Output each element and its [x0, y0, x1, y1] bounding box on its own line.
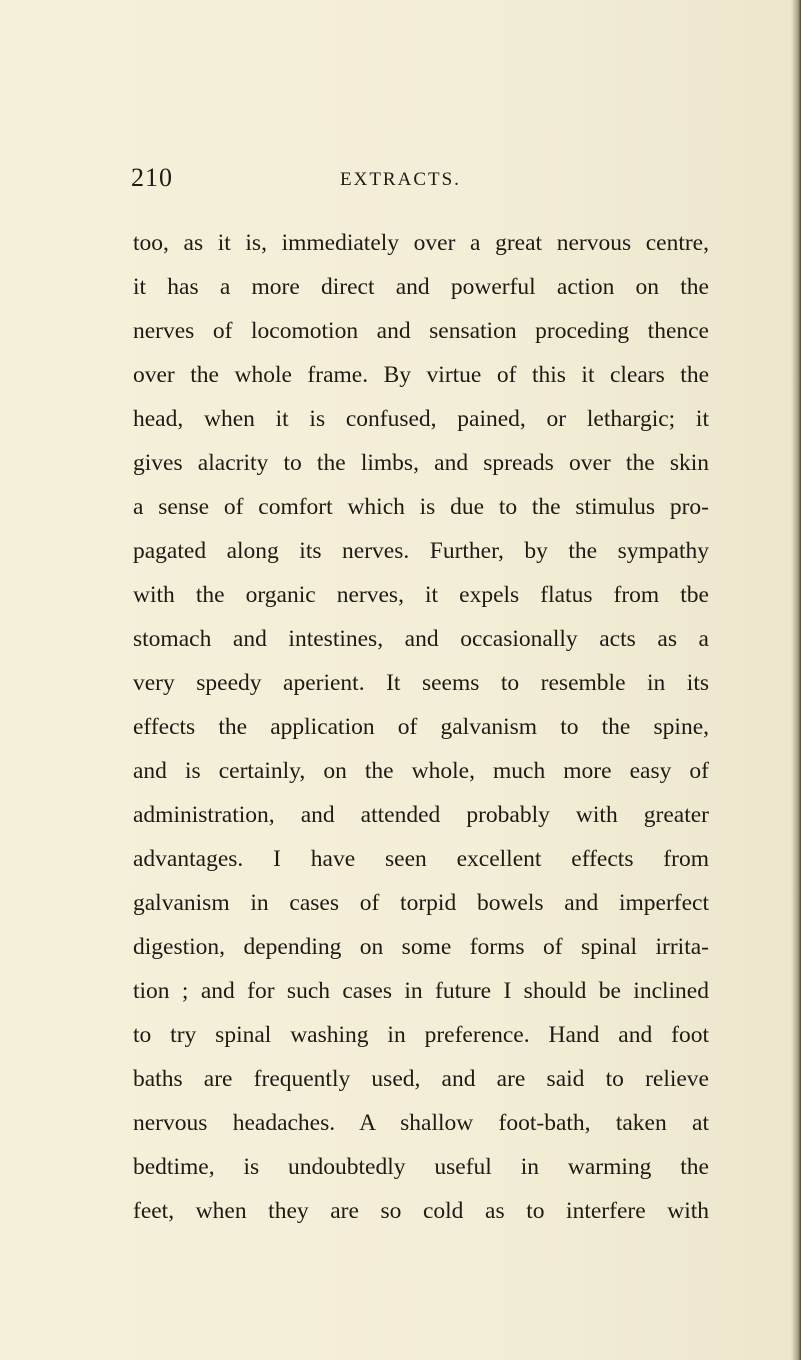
- text-line: a sense of comfort which is due to the stimulus pro-: [133, 494, 709, 520]
- text-line: pagated along its nerves. Further, by the sympathy: [133, 538, 709, 564]
- text-line: it has a more direct and powerful action on the: [133, 274, 709, 300]
- text-line: gives alacrity to the limbs, and spreads over the skin: [133, 450, 709, 476]
- text-line: to try spinal washing in preference. Hand and foot: [133, 1022, 709, 1048]
- text-line: tion ; and for such cases in future I should be inclined: [133, 978, 709, 1004]
- text-line: too, as it is, immediately over a great nervous centre,: [133, 230, 709, 256]
- body-text: [133, 221, 709, 1233]
- page-header: [131, 158, 711, 198]
- text-line: head, when it is confused, pained, or lethargic; it: [133, 406, 709, 432]
- text-line: advantages. I have seen excellent effects from: [133, 846, 709, 872]
- text-line: feet, when they are so cold as to interfere with: [133, 1198, 709, 1224]
- text-line: very speedy aperient. It seems to resemble in its: [133, 670, 709, 696]
- text-line: bedtime, is undoubtedly useful in warming the: [133, 1154, 709, 1180]
- text-line: and is certainly, on the whole, much more easy of: [133, 758, 709, 784]
- text-line: baths are frequently used, and are said to relieve: [133, 1066, 709, 1092]
- text-line: nervous headaches. A shallow foot-bath, taken at: [133, 1110, 709, 1136]
- text-line: over the whole frame. By virtue of this it clears the: [133, 362, 709, 388]
- text-line: with the organic nerves, it expels flatus from tbe: [133, 582, 709, 608]
- running-head: EXTRACTS.: [340, 169, 461, 190]
- page-edge-shadow: [791, 0, 801, 1360]
- text-line: digestion, depending on some forms of spinal irrita-: [133, 934, 709, 960]
- text-line: galvanism in cases of torpid bowels and imperfect: [133, 890, 709, 916]
- text-line: nerves of locomotion and sensation proceding thence: [133, 318, 709, 344]
- text-line: effects the application of galvanism to the spine,: [133, 714, 709, 740]
- text-line: administration, and attended probably with greater: [133, 802, 709, 828]
- page-number: 210: [131, 163, 173, 192]
- text-line: stomach and intestines, and occasionally acts as a: [133, 626, 709, 652]
